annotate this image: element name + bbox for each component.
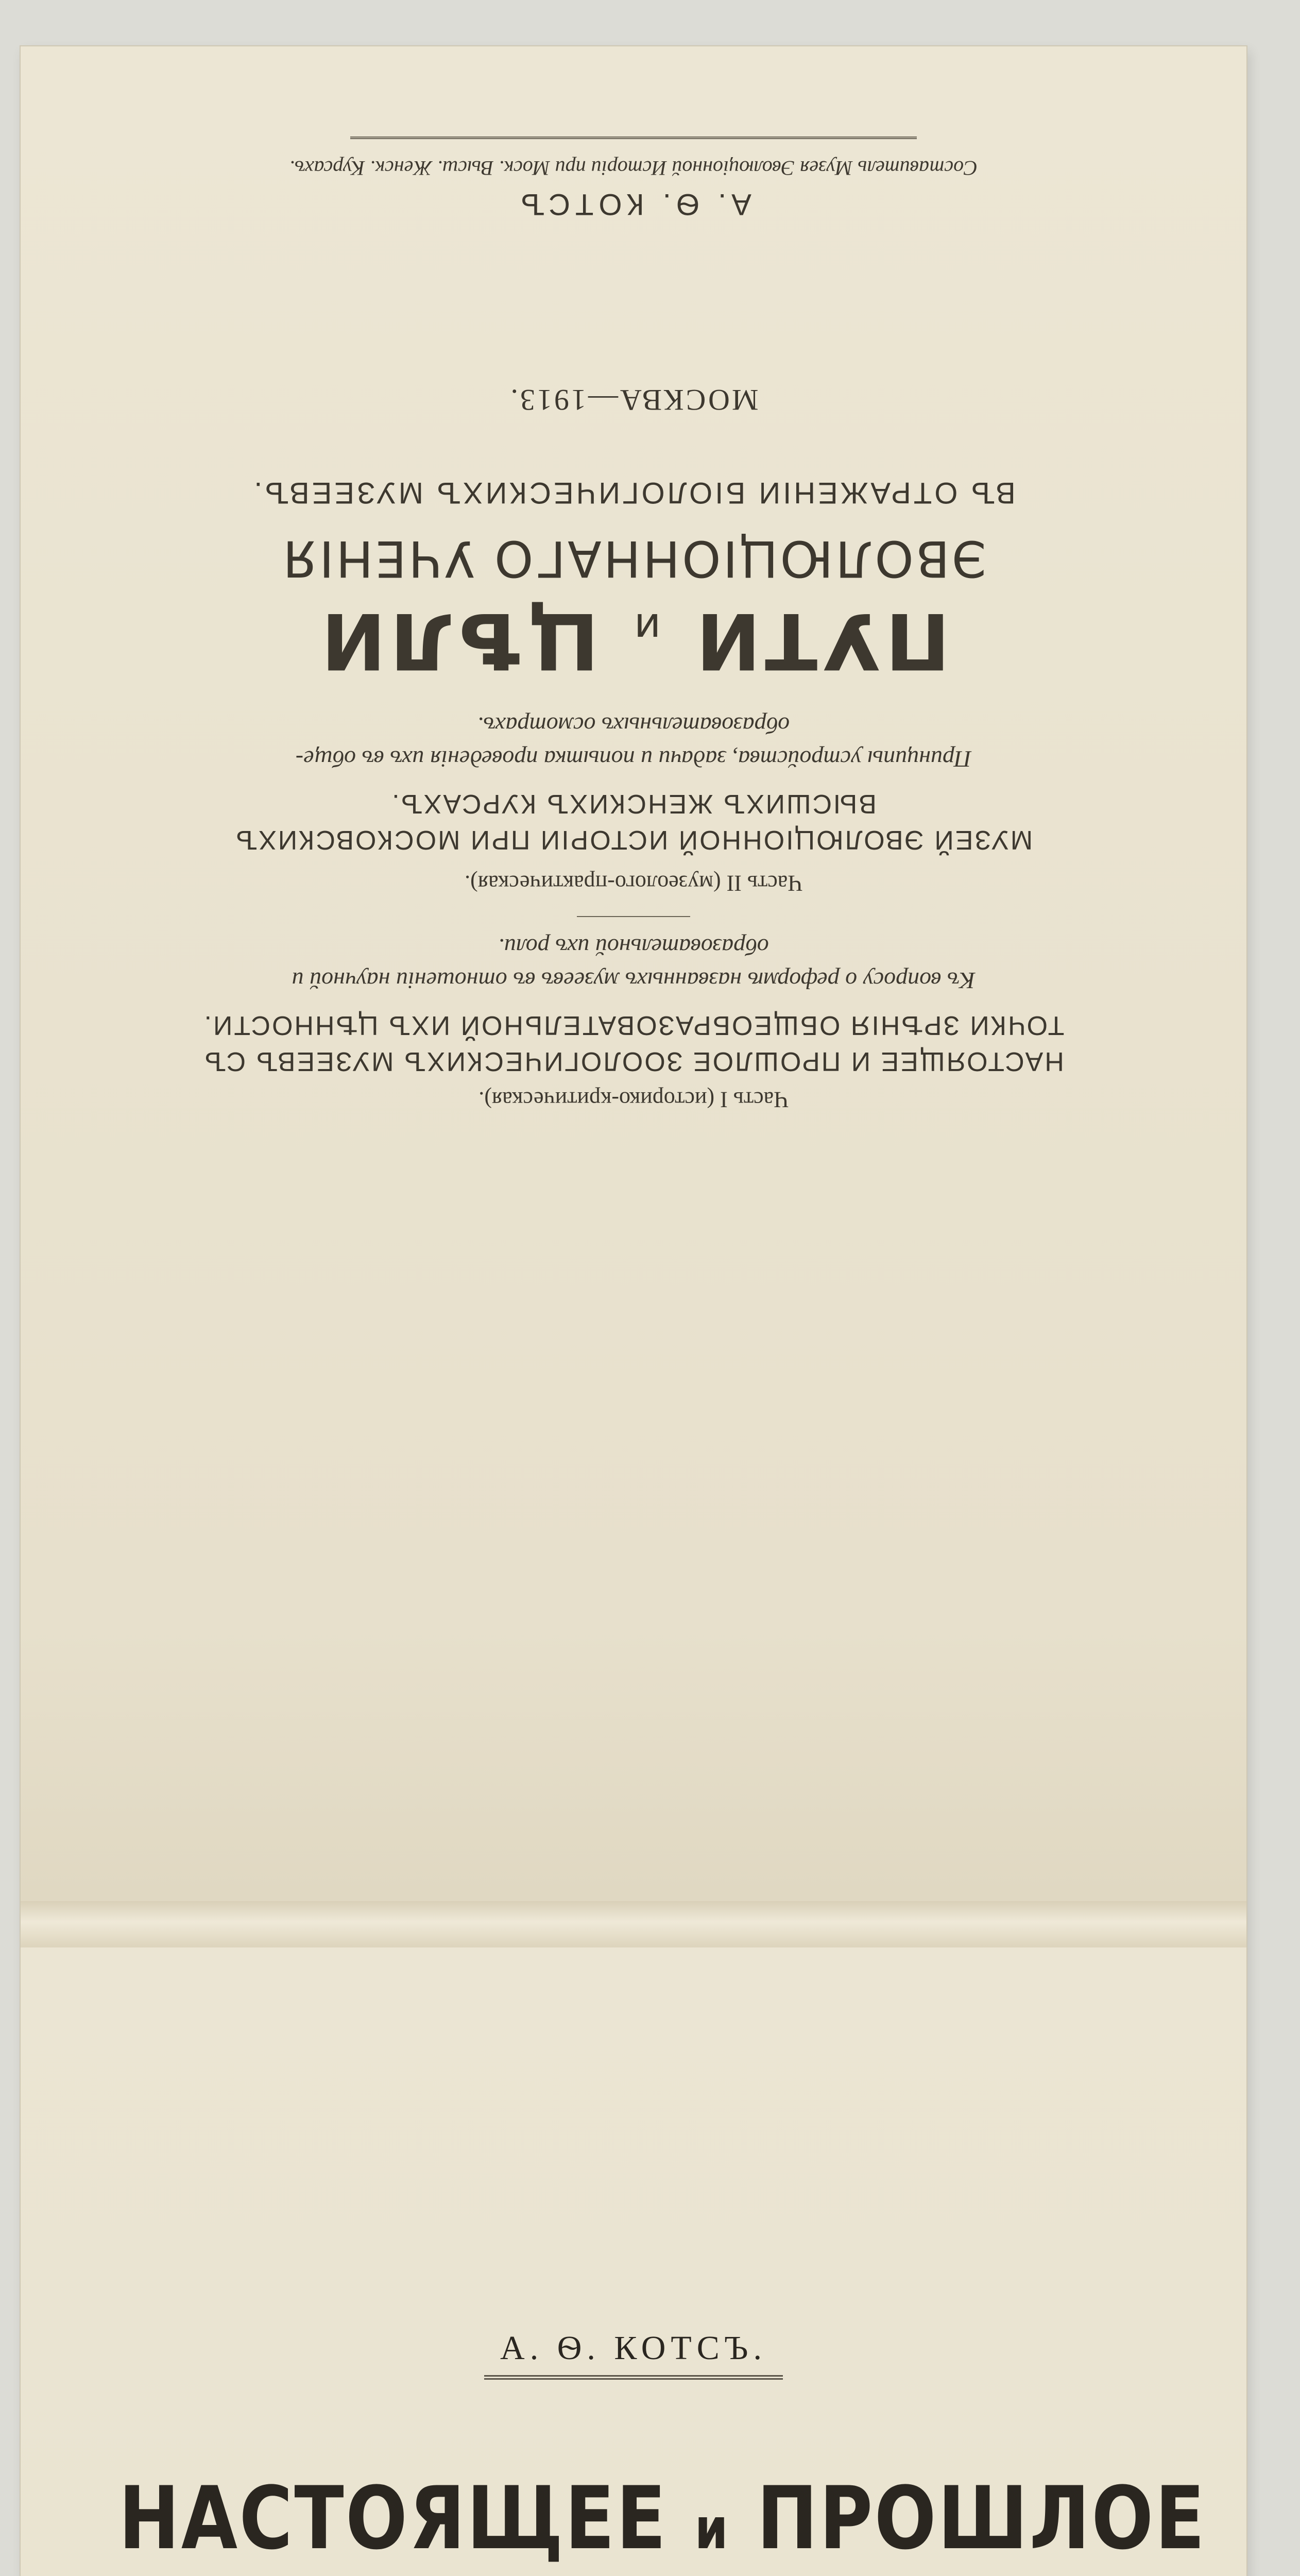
flap-city-year: МОСКВА—1913. [508, 383, 759, 417]
cover-author: А. Ѳ. КОТСЪ. [500, 2329, 767, 2367]
flap-compiler: Составитель Музея Эволюціонной Исторіи при Моск. Высш. Женск. Курсахъ. [289, 157, 978, 180]
cover-title-main [118, 2468, 1207, 2569]
flap-part1-heading: Часть I (историко-критическая). [478, 1087, 789, 1112]
flap-part1-line2: ТОЧКИ ЗРѢНІЯ ОБЩЕОБРАЗОВАТЕЛЬНОЙ ИХЪ ЦѢННОСТИ. [202, 1010, 1065, 1040]
flap-title-word-a: ПУТИ [692, 596, 950, 685]
flap-title-line2: ЭВОЛЮЦІОННАГО УЧЕНІЯ [281, 530, 986, 587]
flap-separator-rule [577, 916, 690, 917]
cover-title-word-b: ПРОШЛОЕ [757, 2468, 1207, 2569]
flap-part2-line1: МУЗЕЙ ЭВОЛЮЦІОННОЙ ИСТОРІИ ПРИ МОСКОВСКИХЪ [234, 825, 1033, 855]
flap-title-and: и [630, 604, 661, 652]
cover-title-and: и [694, 2496, 730, 2562]
flap-part2-note1: Принципы устройства, задачи и попытка проведенія ихъ въ обще- [295, 746, 972, 772]
flap-part2-note2: образовательныхъ осмотрахъ. [477, 713, 790, 739]
back-flap-rotated-content [21, 46, 1246, 1901]
document-sheet [21, 46, 1246, 2576]
flap-part2-heading: Часть II (музеолого-практическая). [465, 871, 802, 896]
flap-double-rule [350, 137, 917, 139]
cover-author-underline [484, 2375, 783, 2380]
flap-part1-line1: НАСТОЯЩЕЕ И ПРОШЛОЕ ЗООЛОГИЧЕСКИХЪ МУЗЕЕВЪ СЪ [203, 1046, 1064, 1076]
back-flap [21, 46, 1246, 1901]
flap-title-main [21, 596, 1246, 685]
cover-title-word-a: НАСТОЯЩЕЕ [118, 2468, 668, 2569]
flap-part1-note1: Къ вопросу о реформѣ названныхъ музеевъ въ отношеніи научной и [292, 968, 976, 994]
fold-crease [21, 1901, 1246, 1947]
flap-title-line3: ВЪ ОТРАЖЕНІИ БІОЛОГИЧЕСКИХЪ МУЗЕЕВЪ. [251, 476, 1016, 510]
flap-part1-note2: образовательной ихъ роли. [498, 934, 769, 960]
flap-title-word-b: ЦѢЛИ [317, 596, 599, 685]
front-cover [21, 1947, 1246, 2576]
flap-author: А. Ѳ. КОТСЪ [516, 188, 751, 221]
flap-part2-line2: ВЫСШИХЪ ЖЕНСКИХЪ КУРСАХЪ. [390, 789, 877, 819]
